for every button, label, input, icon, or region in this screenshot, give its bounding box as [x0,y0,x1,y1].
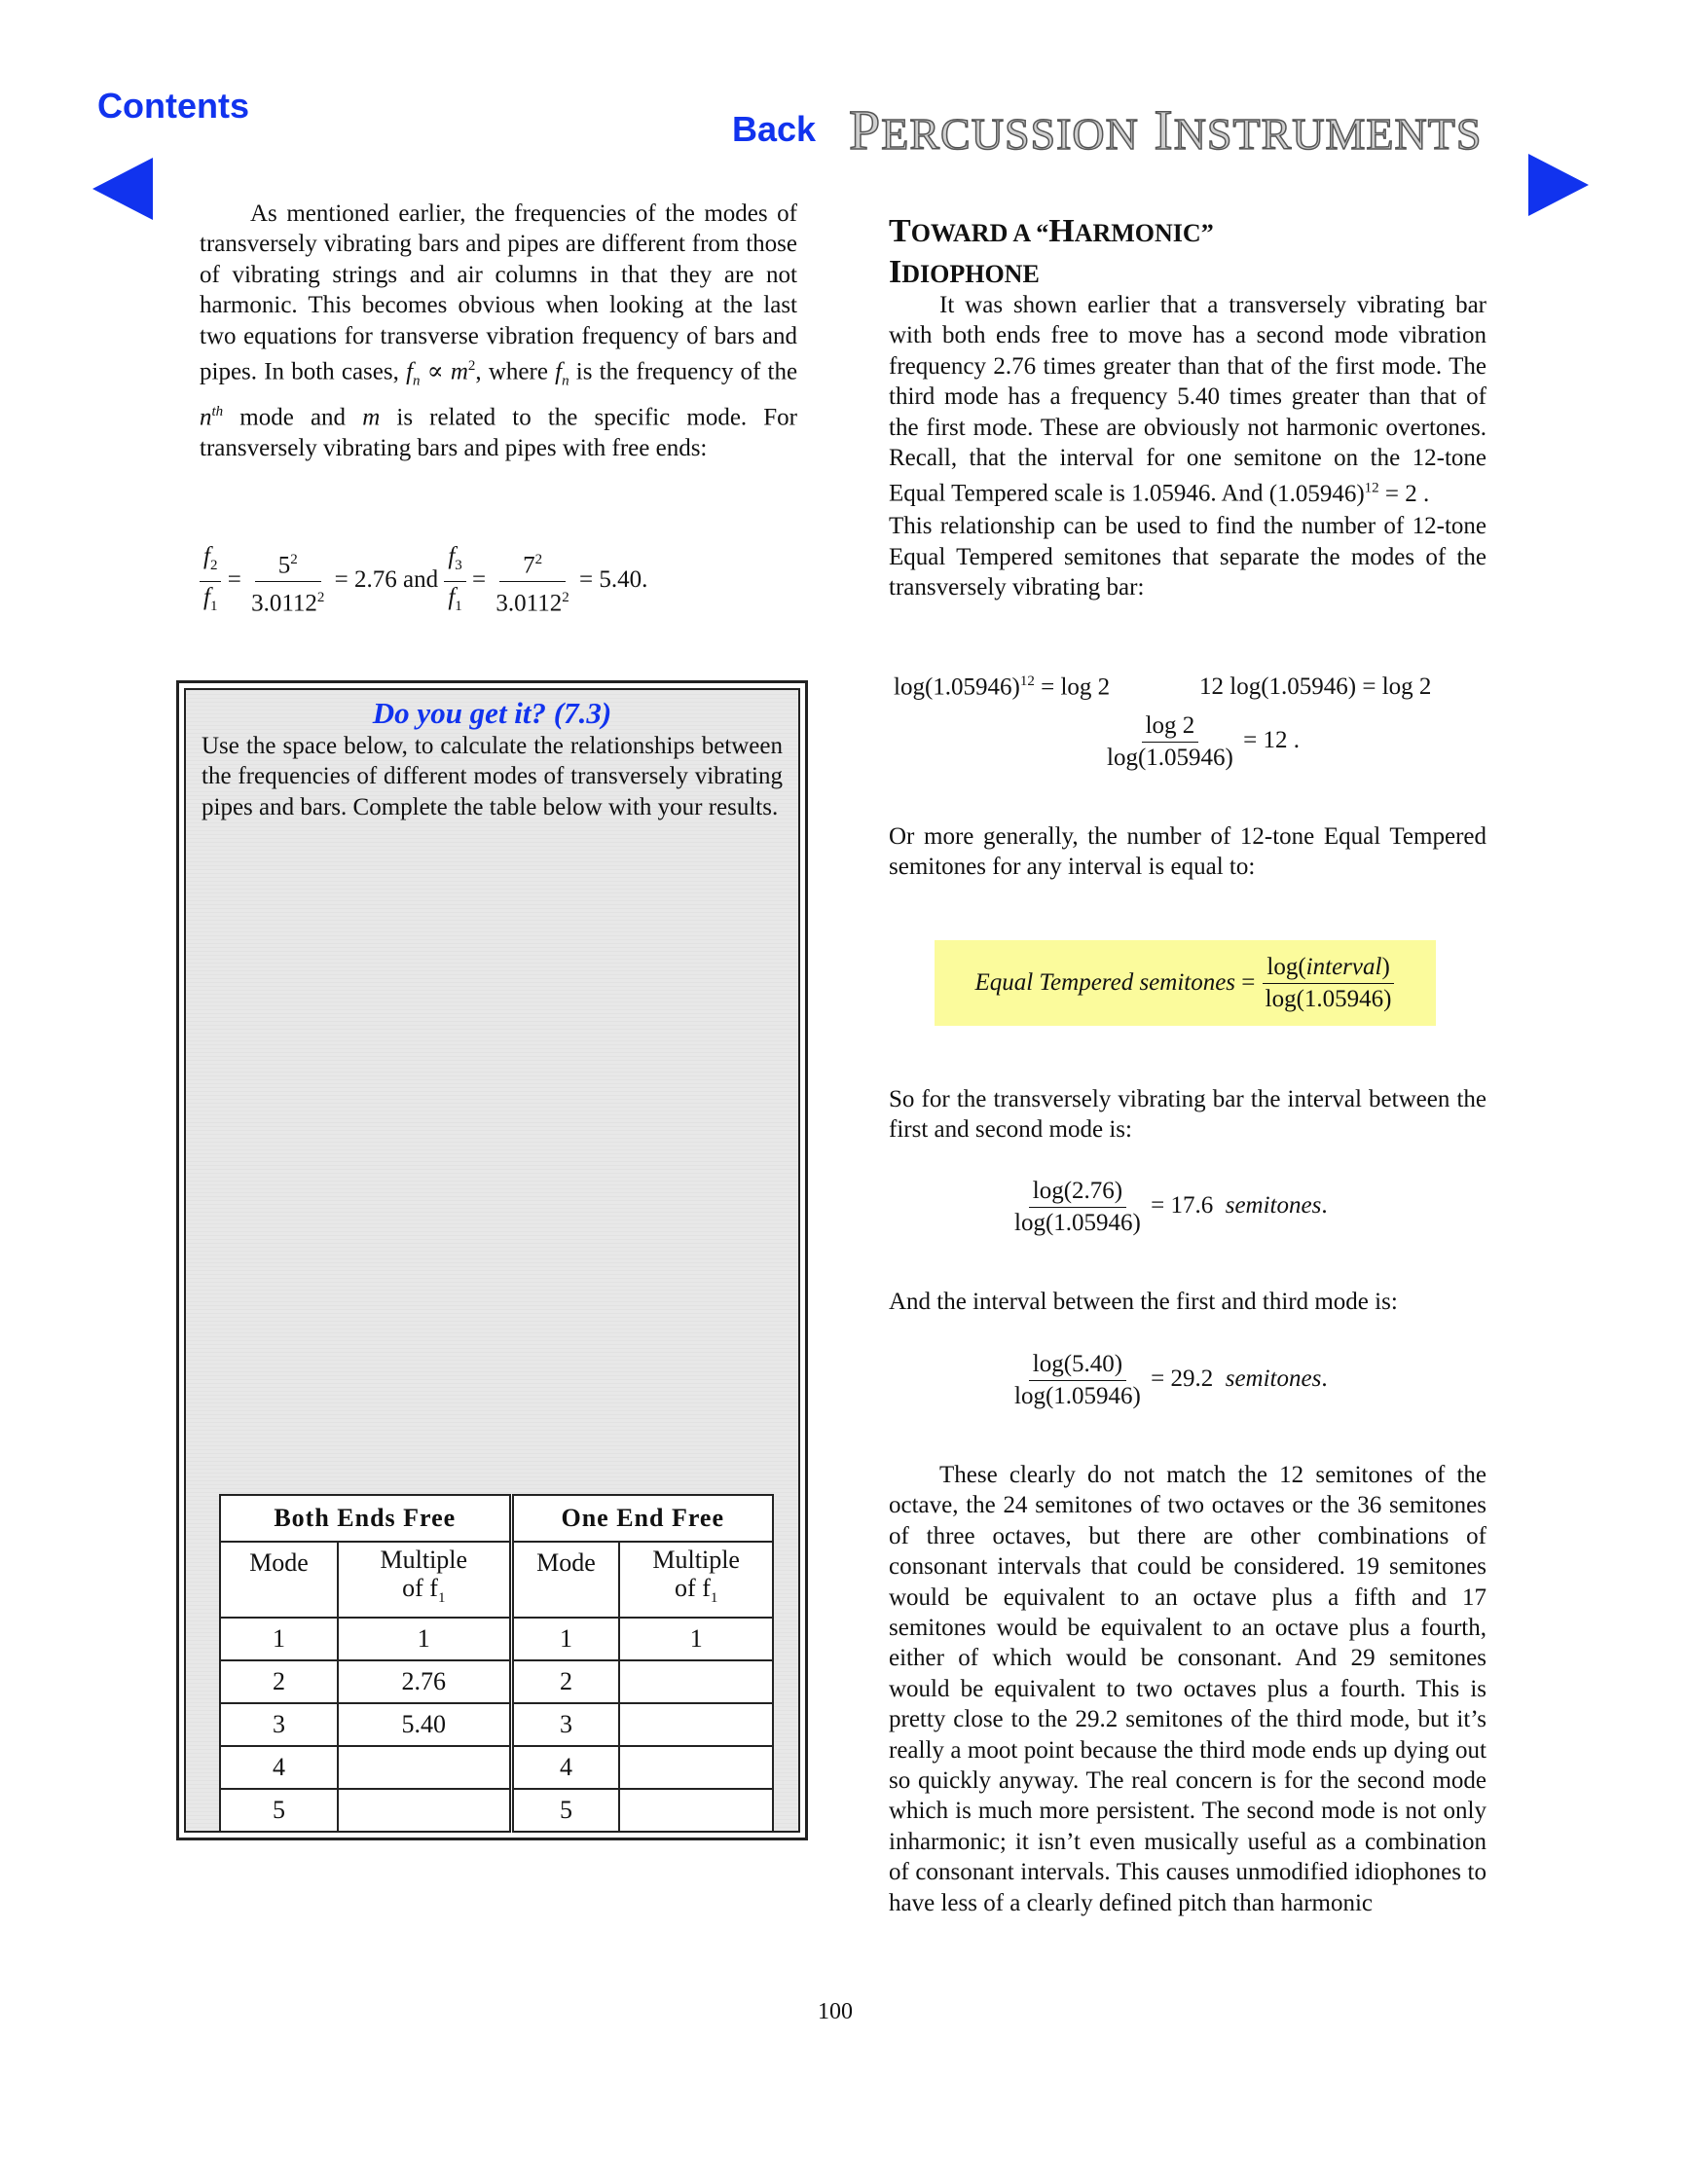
table-group-one-end: One End Free [511,1495,773,1542]
column-header-multiple: Multiple of $f_1$ [619,1542,773,1618]
table-row [220,1660,773,1703]
table-row [220,1789,773,1832]
table-cell-answer[interactable] [619,1789,773,1832]
right-paragraph-4: So for the transversely vibrating bar the interval between the first and second mode is: [889,1086,1486,1144]
log-equation-2: 12 log(1.05946) = log 2 [1199,673,1432,700]
semitone-formula: Equal Tempered semitones = $\frac{\text{log(interval)}}{\log(1.05946)}$ [935,940,1436,1026]
table-row [220,1746,773,1789]
table-cell: 1 [619,1618,773,1660]
table-cell: 2.76 [338,1660,511,1703]
table-cell: 5 [220,1789,338,1832]
table-cell-answer[interactable] [619,1703,773,1746]
chapter-header-title: PERCUSSION INSTRUMENTS [849,98,1483,162]
table-cell: 1 [511,1618,619,1660]
column-header-mode: Mode [220,1542,338,1618]
column-header-multiple: Multiple of $f_1$ [338,1542,511,1618]
next-page-arrow-icon[interactable] [1528,154,1589,216]
answer-workspace[interactable] [202,855,783,1177]
table-cell: 1 [338,1618,511,1660]
interval-equation-1: $\frac{\log(2.76)}{\log(1.05946)}$ = 17.6 semitones. [1014,1178,1328,1236]
table-cell: 2 [511,1660,619,1703]
results-table [219,1494,774,1833]
do-you-get-it-box [176,680,808,1840]
table-cell: 2 [220,1660,338,1703]
section-title: TOWARD A “HARMONIC” IDIOPHONE [889,213,1214,290]
interval-equation-2: $\frac{\log(5.40)}{\log(1.05946)}$ = 29.2 semitones. [1014,1351,1328,1409]
table-cell: 4 [511,1746,619,1789]
right-paragraph-6: These clearly do not match the 12 semitones of the octave, the 24 semitones of two octaves or the 36 semitones of three octaves, but there are other combinations of consonant intervals that could be considered. 19 semitones would be equivalent to an octave plus a fifth and 17 semitones would be equivalent to an octave plus a fourth, either of which would be consonant. And 29 semitones would be equivalent to two octaves plus a fourth. This is pretty close to the 29.2 semitones of the third mode, but it’s really a moot point because the third mode ends up dying out so quickly anyway. The real concern is for the second mode which is much more persistent. The second mode is not only inharmonic; it isn’t even musically useful as a combination of consonant intervals. This causes unmodified idiophones to have less of a clearly defined pitch than harmonic [889,1462,1486,1916]
table-cell: 3 [511,1703,619,1746]
table-cell-answer[interactable] [338,1746,511,1789]
table-cell: 3 [220,1703,338,1746]
box-title: Do you get it? (7.3) [372,696,612,730]
table-cell-answer[interactable] [338,1789,511,1832]
table-cell-answer[interactable] [619,1746,773,1789]
table-cell: 5.40 [338,1703,511,1746]
log-equation-1: $\log(1.05946)^{12} = \log 2$ [894,673,1111,701]
left-intro-paragraph: As mentioned earlier, the frequencies of the modes of transversely vibrating bars and pipes are different from those of vibrating strings and air columns in that they are not harmonic. This becomes obvious when looking at the last two equations for transverse vibration frequency of bars and pipes. In both cases, $f_n \propto m^2$, where $f_n$ is the frequency of the $n^{th}$ mode and m is related to the specific mode. For transversely vibrating bars and pipes with free ends: [200,200,798,461]
right-paragraph-3: Or more generally, the number of 12-tone Equal Tempered semitones for any interval is equal to: [889,823,1486,881]
log-equation-3: $\frac{\log 2}{\log(1.05946)}$ = 12 . [1107,712,1300,771]
box-instructions: Use the space below, to calculate the relationships between the frequencies of different modes of transversely vibrating pipes and bars. Complete the table below with your results. [202,733,783,820]
right-paragraph-5: And the interval between the first and third mode is: [889,1289,1398,1315]
right-paragraph-1: It was shown earlier that a transversely vibrating bar with both ends free to move has a second mode vibration frequency 2.76 times greater than that of the first mode. The third mode has a frequency 5.40 times greater than that of the first mode. These are obviously not harmonic overtones. Recall, that the interval for one semitone on the 12-tone Equal Tempered scale is 1.05946. And $(1.05946)^{12} = 2$ . This relationship can be used to find the number of 12-tone Equal Tempered semitones that separate the modes of the transversely vibrating bar: [889,292,1486,601]
table-row [220,1618,773,1660]
table-cell: 1 [220,1618,338,1660]
table-cell: 5 [511,1789,619,1832]
back-link[interactable]: Back [732,109,817,149]
contents-link[interactable]: Contents [97,86,249,126]
table-group-both-ends: Both Ends Free [220,1495,511,1542]
table-cell-answer[interactable] [619,1660,773,1703]
previous-page-arrow-icon[interactable] [92,158,153,220]
mode-ratio-equation: $\frac{f_2}{f_1}$ = $\frac{5^2}{3.0112^2}$ = 2.76 and $\frac{f_3}{f_1}$ = $\frac{7^2}{3.0112^2}$ = 5.40. [200,541,647,622]
page-number: 100 [818,1999,853,2024]
column-header-mode: Mode [511,1542,619,1618]
table-cell: 4 [220,1746,338,1789]
table-row [220,1703,773,1746]
